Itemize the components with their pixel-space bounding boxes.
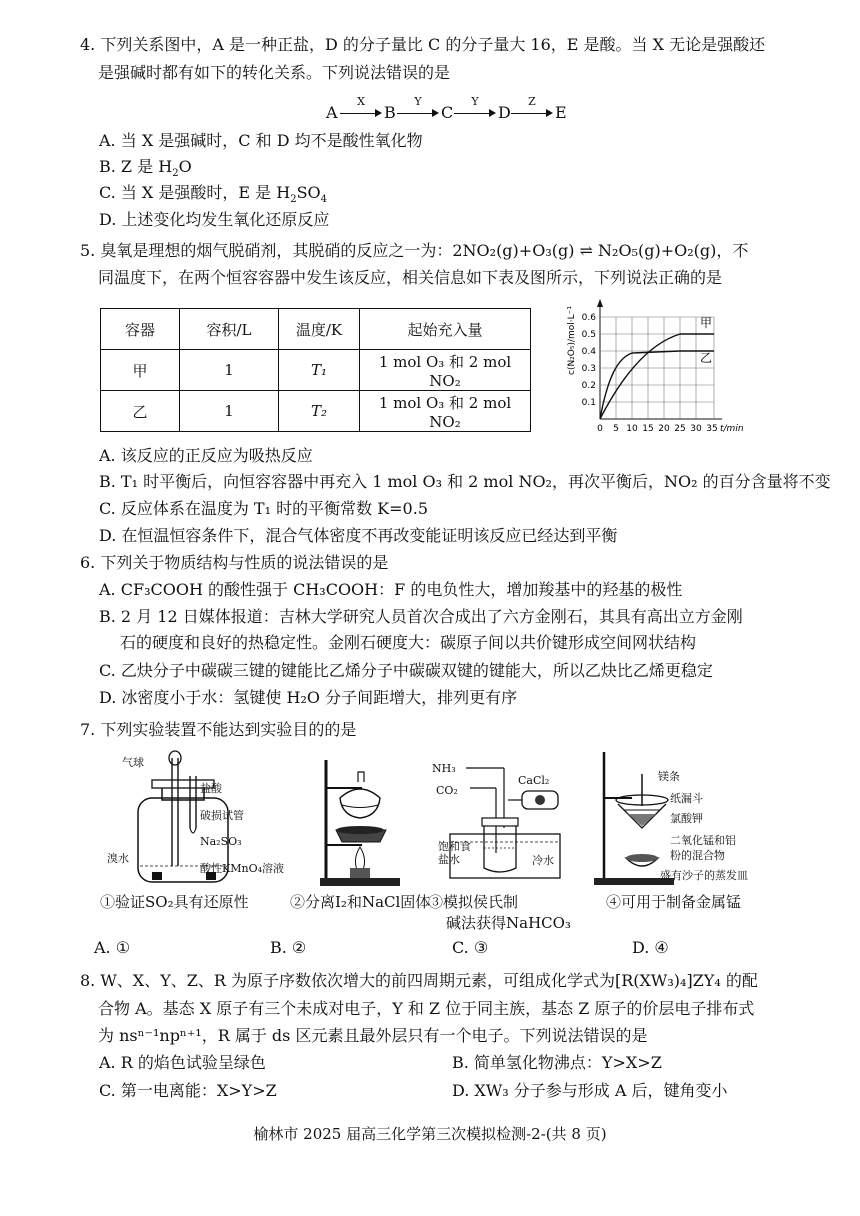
q5-stem-line1: 5. 臭氧是理想的烟气脱硝剂，其脱硝的反应之一为：2NO₂(g)+O₃(g) ⇌ N₂O₅(g)+O₂(g)，不 xyxy=(80,241,749,260)
fig3-label-brine-2: 盐水 xyxy=(438,853,460,866)
q8-stem-line1: 8. W、X、Y、Z、R 为原子序数依次增大的前四周期元素，可组成化学式为[R(XW₃)₄]ZY₄ 的配 xyxy=(80,971,758,990)
fig1-label-tube: 破损试管 xyxy=(200,809,244,822)
fig3-caption-line2: 碱法获得NaHCO₃ xyxy=(446,914,571,932)
q5-option-a: A. 该反应的正反应为吸热反应 xyxy=(99,446,313,465)
graph-xtick: 0 xyxy=(597,424,603,434)
chain-node-d: D xyxy=(498,103,511,122)
q5-stem-line2: 同温度下，在两个恒容容器中发生该反应，相关信息如下表及图所示，下列说法正确的是 xyxy=(98,268,723,287)
chain-arrow-1 xyxy=(340,97,382,125)
q4-stem-line2: 是强碱时都有如下的转化关系。下列说法错误的是 xyxy=(98,63,451,82)
chain-node-b: B xyxy=(384,103,396,122)
graph-xtick: 10 xyxy=(626,424,638,434)
table-row xyxy=(101,350,531,391)
q5-option-c: C. 反应体系在温度为 T₁ 时的平衡常数 K=0.5 xyxy=(99,499,428,518)
q5-option-b: B. T₁ 时平衡后，向恒容容器中再充入 1 mol O₃ 和 2 mol NO₂，再次平衡后，NO₂ 的百分含量将不变 xyxy=(99,472,831,491)
table-cell: 1 mol O₃ 和 2 mol NO₂ xyxy=(360,391,531,432)
q6-option-d: D. 冰密度小于水：氢键使 H₂O 分子间距增大，排列更有序 xyxy=(99,688,518,707)
q8-option-c: C. 第一电离能：X>Y>Z xyxy=(99,1081,277,1100)
chain-node-c: C xyxy=(441,103,454,122)
table-cell: 1 xyxy=(180,350,279,391)
fig4-label-mno2-al-2: 粉的混合物 xyxy=(670,849,725,862)
graph-ytick: 0.4 xyxy=(581,347,596,357)
graph-xtick: 20 xyxy=(658,424,670,434)
q7-option-d: D. ④ xyxy=(632,938,669,957)
table-header-row xyxy=(101,309,531,350)
fig4-label-mno2-al-1: 二氧化锰和铝 xyxy=(670,834,736,847)
table-cell: 1 mol O₃ 和 2 mol NO₂ xyxy=(360,350,531,391)
q6-option-b-line1: B. 2 月 12 日媒体报道：吉林大学研究人员首次合成出了六方金刚石，其具有高出立方金刚 xyxy=(99,607,743,626)
q6-option-b-line2: 石的硬度和良好的热稳定性。金刚石硬度大：碳原子间以共价键形成空间网状结构 xyxy=(120,633,697,652)
q5-concentration-graph xyxy=(562,296,762,436)
q8-stem-line2: 合物 A。基态 X 原子有三个未成对电子，Y 和 Z 位于同主族，基态 Z 原子的价层电子排布式 xyxy=(98,999,755,1018)
fig1-label-balloon: 气球 xyxy=(122,756,144,769)
graph-xtick: 25 xyxy=(674,424,686,434)
fig1-label-kmno4: 酸性KMnO₄溶液 xyxy=(200,862,284,875)
fig3-label-cacl2: CaCl₂ xyxy=(518,774,550,787)
fig2-caption: ②分离I₂和NaCl固体 xyxy=(290,893,431,911)
chain-arrow-label-2: Y xyxy=(414,95,422,108)
fig4-caption: ④可用于制备金属锰 xyxy=(606,893,742,911)
fig4-label-kclo3: 氯酸钾 xyxy=(670,812,703,825)
fig1-caption: ①验证SO₂具有还原性 xyxy=(100,893,249,911)
q6-option-a: A. CF₃COOH 的酸性强于 CH₃COOH：F 的电负性大，增加羧基中的羟基的极性 xyxy=(99,580,683,599)
fig1-label-na2so3: Na₂SO₃ xyxy=(200,835,242,848)
q7-option-a: A. ① xyxy=(94,938,131,957)
fig3-caption-line1: ③模拟侯氏制 xyxy=(428,893,519,911)
q4-option-d: D. 上述变化均发生氧化还原反应 xyxy=(99,210,330,229)
q6-stem: 6. 下列关于物质结构与性质的说法错误的是 xyxy=(80,553,389,572)
chain-arrow-label-3: Y xyxy=(471,95,479,108)
fig4-label-mg-ribbon: 镁条 xyxy=(658,770,680,783)
curve-label-jia: 甲 xyxy=(700,316,713,330)
page-footer: 榆林市 2025 届高三化学第三次模拟检测-2-(共 8 页) xyxy=(253,1125,607,1143)
table-cell: T₂ xyxy=(279,391,360,432)
graph-xlabel: t/min xyxy=(720,424,744,434)
fig3-label-cold-water: 冷水 xyxy=(532,854,554,867)
table-cell: 1 xyxy=(180,391,279,432)
table-cell: 乙 xyxy=(101,391,180,432)
fig1-label-acid: 盐酸 xyxy=(200,782,222,795)
fig1-label-bromine-water: 溴水 xyxy=(107,852,129,865)
q6-option-c: C. 乙炔分子中碳碳三键的键能比乙烯分子中碳碳双键的键能大，所以乙炔比乙烯更稳定 xyxy=(99,661,713,680)
q4-stem-line1: 4. 下列关系图中，A 是一种正盐，D 的分子量比 C 的分子量大 16，E 是酸。当 X 无论是强酸还 xyxy=(80,35,766,54)
graph-ytick: 0.6 xyxy=(581,313,596,323)
q4-option-a: A. 当 X 是强碱时，C 和 D 均不是酸性氧化物 xyxy=(99,131,423,150)
q7-option-c: C. ③ xyxy=(452,938,489,957)
table-cell: 甲 xyxy=(101,350,180,391)
graph-xtick: 30 xyxy=(690,424,702,434)
q7-option-b: B. ② xyxy=(270,938,307,957)
chain-arrow-2 xyxy=(397,97,439,125)
graph-ytick: 0.3 xyxy=(581,364,596,374)
graph-ytick: 0.2 xyxy=(581,381,596,391)
table-header-cell: 容积/L xyxy=(180,309,279,350)
curve-label-yi: 乙 xyxy=(700,351,713,365)
q4-option-c: C. 当 X 是强酸时，E 是 $H_2SO_4$ xyxy=(99,183,328,206)
q8-option-d: D. XW₃ 分子参与形成 A 后，键角变小 xyxy=(452,1081,728,1100)
q8-stem-line3: 为 nsⁿ⁻¹npⁿ⁺¹，R 属于 ds 区元素且最外层只有一个电子。下列说法错误的是 xyxy=(98,1026,648,1045)
graph-xtick: 5 xyxy=(613,424,619,434)
graph-ytick: 0.1 xyxy=(581,398,596,408)
table-cell: T₁ xyxy=(279,350,360,391)
chain-arrow-3 xyxy=(454,97,496,125)
curve-jia xyxy=(600,334,714,419)
chain-node-e: E xyxy=(555,103,567,122)
q7-stem: 7. 下列实验装置不能达到实验目的的是 xyxy=(80,720,357,739)
chain-arrow-4 xyxy=(511,97,553,125)
fig4-label-paper-funnel: 纸漏斗 xyxy=(670,792,703,805)
q5-option-d: D. 在恒温恒容条件下，混合气体密度不再改变能证明该反应已经达到平衡 xyxy=(99,526,618,545)
q5-data-table xyxy=(100,308,531,432)
fig4-label-sand-dish: 盛有沙子的蒸发皿 xyxy=(660,869,748,882)
chain-node-a: A xyxy=(326,103,338,122)
q8-option-b: B. 简单氢化物沸点：Y>X>Z xyxy=(452,1053,662,1072)
table-header-cell: 温度/K xyxy=(279,309,360,350)
q8-option-a: A. R 的焰色试验呈绿色 xyxy=(99,1053,266,1072)
table-header-cell: 容器 xyxy=(101,309,180,350)
fig3-label-nh3: NH₃ xyxy=(432,762,456,775)
chain-arrow-label-1: X xyxy=(357,95,365,108)
graph-xtick: 15 xyxy=(642,424,654,434)
fig3-label-brine-1: 饱和食 xyxy=(438,840,471,853)
graph-ytick: 0.5 xyxy=(581,330,596,340)
fig3-label-co2: CO₂ xyxy=(436,784,458,797)
q4-option-b: B. Z 是 $H_2O$ xyxy=(99,157,192,180)
apparatus-figure-2 xyxy=(300,750,410,890)
graph-xtick: 35 xyxy=(706,424,718,434)
table-header-cell: 起始充入量 xyxy=(360,309,531,350)
table-row xyxy=(101,391,531,432)
chain-arrow-label-4: Z xyxy=(528,95,536,108)
graph-ylabel: c(N₂O₅)/mol·L⁻¹ xyxy=(567,305,577,375)
